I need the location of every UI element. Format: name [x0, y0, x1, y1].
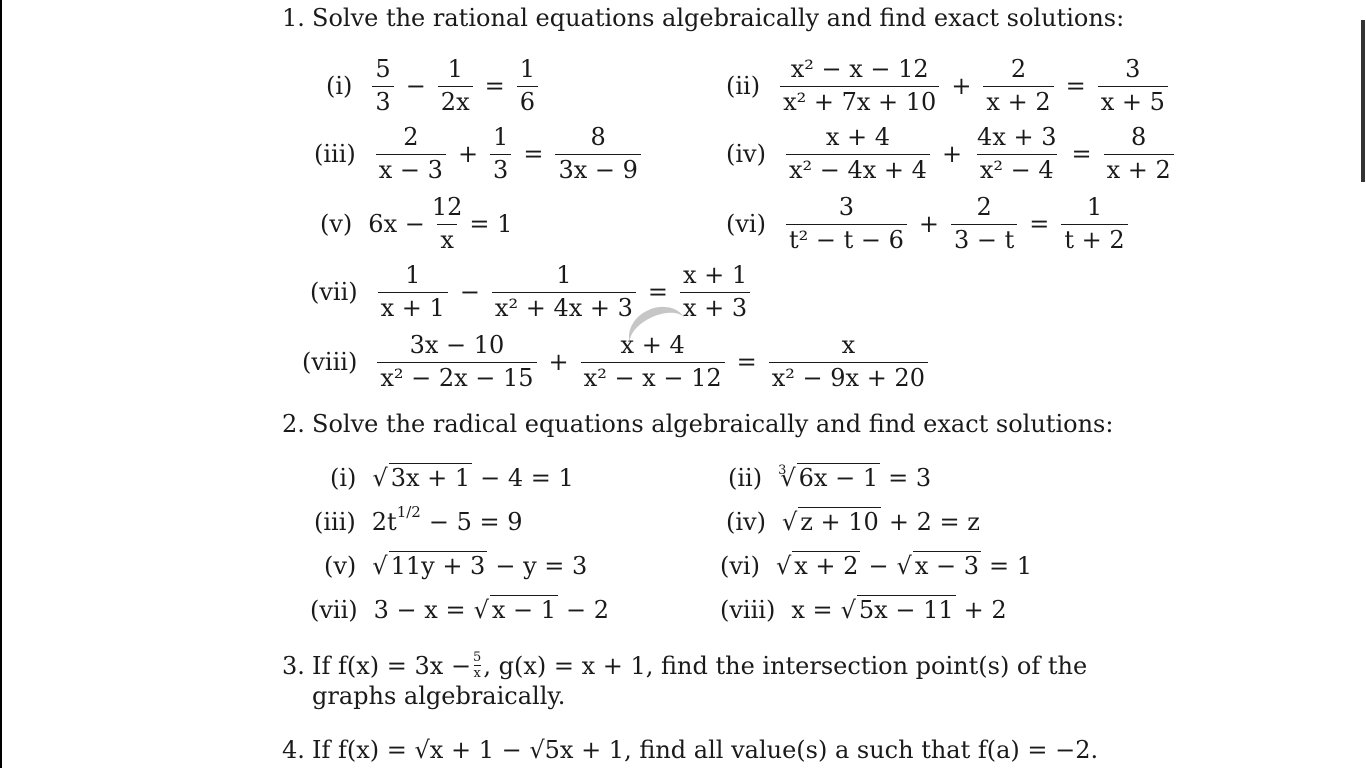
fraction: $\frac{1}{\text{x² + 4x + 3}}$: [492, 262, 636, 322]
eq-text: 6x −: [368, 210, 425, 239]
eq-text: − 2: [566, 596, 610, 624]
eq-text: − y = 3: [495, 552, 588, 580]
fraction: $\frac{8}{3x - 9}$: [555, 124, 640, 184]
eq-text: − 4 = 1: [480, 464, 574, 492]
eq-label: (vi): [720, 552, 760, 580]
fraction: $\frac{\text{x² − x − 12}}{\text{x² + 7x + 10}}$: [780, 56, 939, 116]
fraction: $\frac{2}{x - 3}$: [376, 124, 446, 184]
eq-label: (iv): [726, 508, 766, 536]
rational-eq-viii: (viii) $\frac{3x - 10}{\text{x² − 2x − 15}}$ + $\frac{x + 4}{\text{x² − x − 12}}$ = $\frac{x}{\text{x² − 9x + 20}}$: [302, 332, 932, 392]
problem-3-continuation: graphs algebraically.: [312, 682, 566, 710]
eq-label: (iii): [314, 140, 356, 169]
fraction: $\frac{2}{3 - t}$: [951, 194, 1017, 254]
radical-eq-iii: (iii) 2t $^{1/2}$ − 5 = 9: [314, 503, 523, 536]
radical-eq-vi: (vi) √ x + 2 − √ x − 3 = 1: [720, 552, 1032, 580]
rational-eq-v: [320, 194, 512, 254]
problem-text: , g(x) = x + 1, find the intersection point(s) of the: [483, 651, 1088, 680]
problem-4-heading: [282, 736, 1098, 764]
rational-eq-vii: (vii) $\frac{1}{x + 1}$ − $\frac{1}{\text{x² + 4x + 3}}$ = $\frac{x + 1}{x + 3}$: [310, 262, 754, 322]
root-index: 3: [778, 462, 787, 478]
problem-text: Solve the rational equations algebraically and find exact solutions:: [312, 4, 1125, 32]
fraction: $\frac{x}{\text{x² − 9x + 20}}$: [769, 332, 928, 392]
eq-label: (v): [324, 552, 357, 580]
eq-text: 2t: [371, 508, 397, 536]
square-root: √ x − 3: [897, 552, 981, 580]
square-root: √ z + 10: [782, 508, 881, 536]
radical-eq-v: [324, 552, 587, 580]
radical-eq-viii: [720, 596, 1007, 624]
eq-text: = 1: [989, 552, 1033, 580]
small-fraction: $\frac{5}{x}$: [473, 650, 482, 681]
eq-label: (i): [326, 72, 353, 101]
square-root: √ 11y + 3: [372, 552, 487, 580]
eq-label: (vii): [310, 278, 358, 307]
radical-eq-iv: [726, 508, 980, 536]
problem-1-heading: [282, 4, 1124, 32]
problem-2-heading: [282, 410, 1113, 438]
fraction: $\frac{1}{6}$: [517, 56, 538, 116]
problem-number: 4.: [282, 736, 305, 764]
fraction: $\frac{4x + 3}{\text{x² − 4}}$: [977, 123, 1057, 184]
fraction: $\frac{3}{\text{t² − t − 6}}$: [786, 194, 907, 254]
problem-text: If f(x) = 3x −: [312, 651, 472, 680]
rational-eq-iii: (iii) $\frac{2}{x - 3}$ + $\frac{1}{3}$ = $\frac{8}{3x - 9}$: [314, 124, 645, 184]
square-root: √ x + 2: [776, 552, 860, 580]
page-left-edge: [0, 0, 2, 768]
fraction: $\frac{12}{x}$: [431, 193, 463, 254]
eq-text: = 1: [469, 210, 513, 239]
eq-label: (iii): [314, 508, 356, 536]
eq-label: (iv): [726, 140, 766, 169]
scrollbar-thumb[interactable]: [1361, 20, 1365, 182]
fraction: $\frac{3x - 10}{\text{x² − 2x − 15}}$: [377, 332, 536, 392]
square-root: √ 3x + 1: [372, 464, 472, 492]
problem-number: 2.: [282, 410, 305, 438]
fraction: $\frac{1}{3}$: [490, 124, 511, 184]
square-root: √ x − 1: [474, 596, 558, 624]
eq-label: (v): [320, 210, 353, 239]
eq-text: + 2 = z: [888, 508, 980, 536]
rational-eq-iv: (iv) $\frac{x + 4}{\text{x² − 4x + 4}}$ + $\frac{4x + 3}{\text{x² − 4}}$ = $\frac{8}{x + 2}$: [726, 124, 1178, 184]
fraction: $\frac{5}{3}$: [372, 56, 393, 116]
problem-text: Solve the radical equations algebraically and find exact solutions:: [312, 410, 1114, 438]
fraction: $\frac{2}{x + 2}$: [983, 56, 1053, 116]
fraction: $\frac{1}{x + 1}$: [378, 262, 448, 322]
problem-number: 3.: [282, 651, 305, 680]
rational-eq-vi: (vi) $\frac{3}{\text{t² − t − 6}}$ + $\frac{2}{3 - t}$ = $\frac{1}{t + 2}$: [726, 194, 1132, 254]
radical-eq-vii: [310, 596, 609, 624]
eq-text: − 5 = 9: [428, 508, 523, 536]
eq-text: x =: [791, 596, 833, 624]
square-root: √ 5x − 11: [841, 596, 956, 624]
eq-text: = 3: [888, 464, 932, 492]
eq-text: 3 − x =: [373, 596, 466, 624]
radical-eq-i: [330, 464, 574, 492]
fraction: $\frac{x + 1}{x + 3}$: [680, 262, 750, 322]
rational-eq-i: (i) $\frac{5}{3}$ − $\frac{1}{2x}$ = $\frac{1}{6}$: [326, 56, 542, 116]
problem-3-heading: [282, 650, 1087, 681]
rational-eq-ii: (ii) $\frac{\text{x² − x − 12}}{\text{x² + 7x + 10}}$ + $\frac{2}{x + 2}$ = $\frac{3}{x + 5}$: [726, 56, 1172, 116]
fraction: $\frac{3}{x + 5}$: [1098, 56, 1168, 116]
eq-label: (ii): [728, 464, 763, 492]
eq-label: (i): [330, 464, 357, 492]
fraction: $\frac{1}{2x}$: [438, 56, 473, 116]
fraction: $\frac{8}{x + 2}$: [1104, 124, 1174, 184]
fraction: $\frac{1}{t + 2}$: [1061, 194, 1127, 254]
fraction: $\frac{x + 4}{\text{x² − x − 12}}$: [581, 332, 725, 392]
eq-text: + 2: [963, 596, 1007, 624]
radical-eq-ii: [728, 464, 931, 492]
fraction: $\frac{x + 4}{\text{x² − 4x + 4}}$: [786, 124, 930, 184]
eq-label: (vi): [726, 210, 766, 239]
cube-root: √ 6x − 1: [780, 464, 880, 492]
eq-label: (viii): [302, 348, 358, 377]
eq-label: (viii): [720, 596, 776, 624]
problem-text: If f(x) = √x + 1 − √5x + 1, find all value(s) a such that f(a) = −2.: [312, 736, 1099, 764]
eq-label: (ii): [726, 72, 761, 101]
eq-label: (vii): [310, 596, 358, 624]
problem-number: 1.: [282, 4, 305, 32]
